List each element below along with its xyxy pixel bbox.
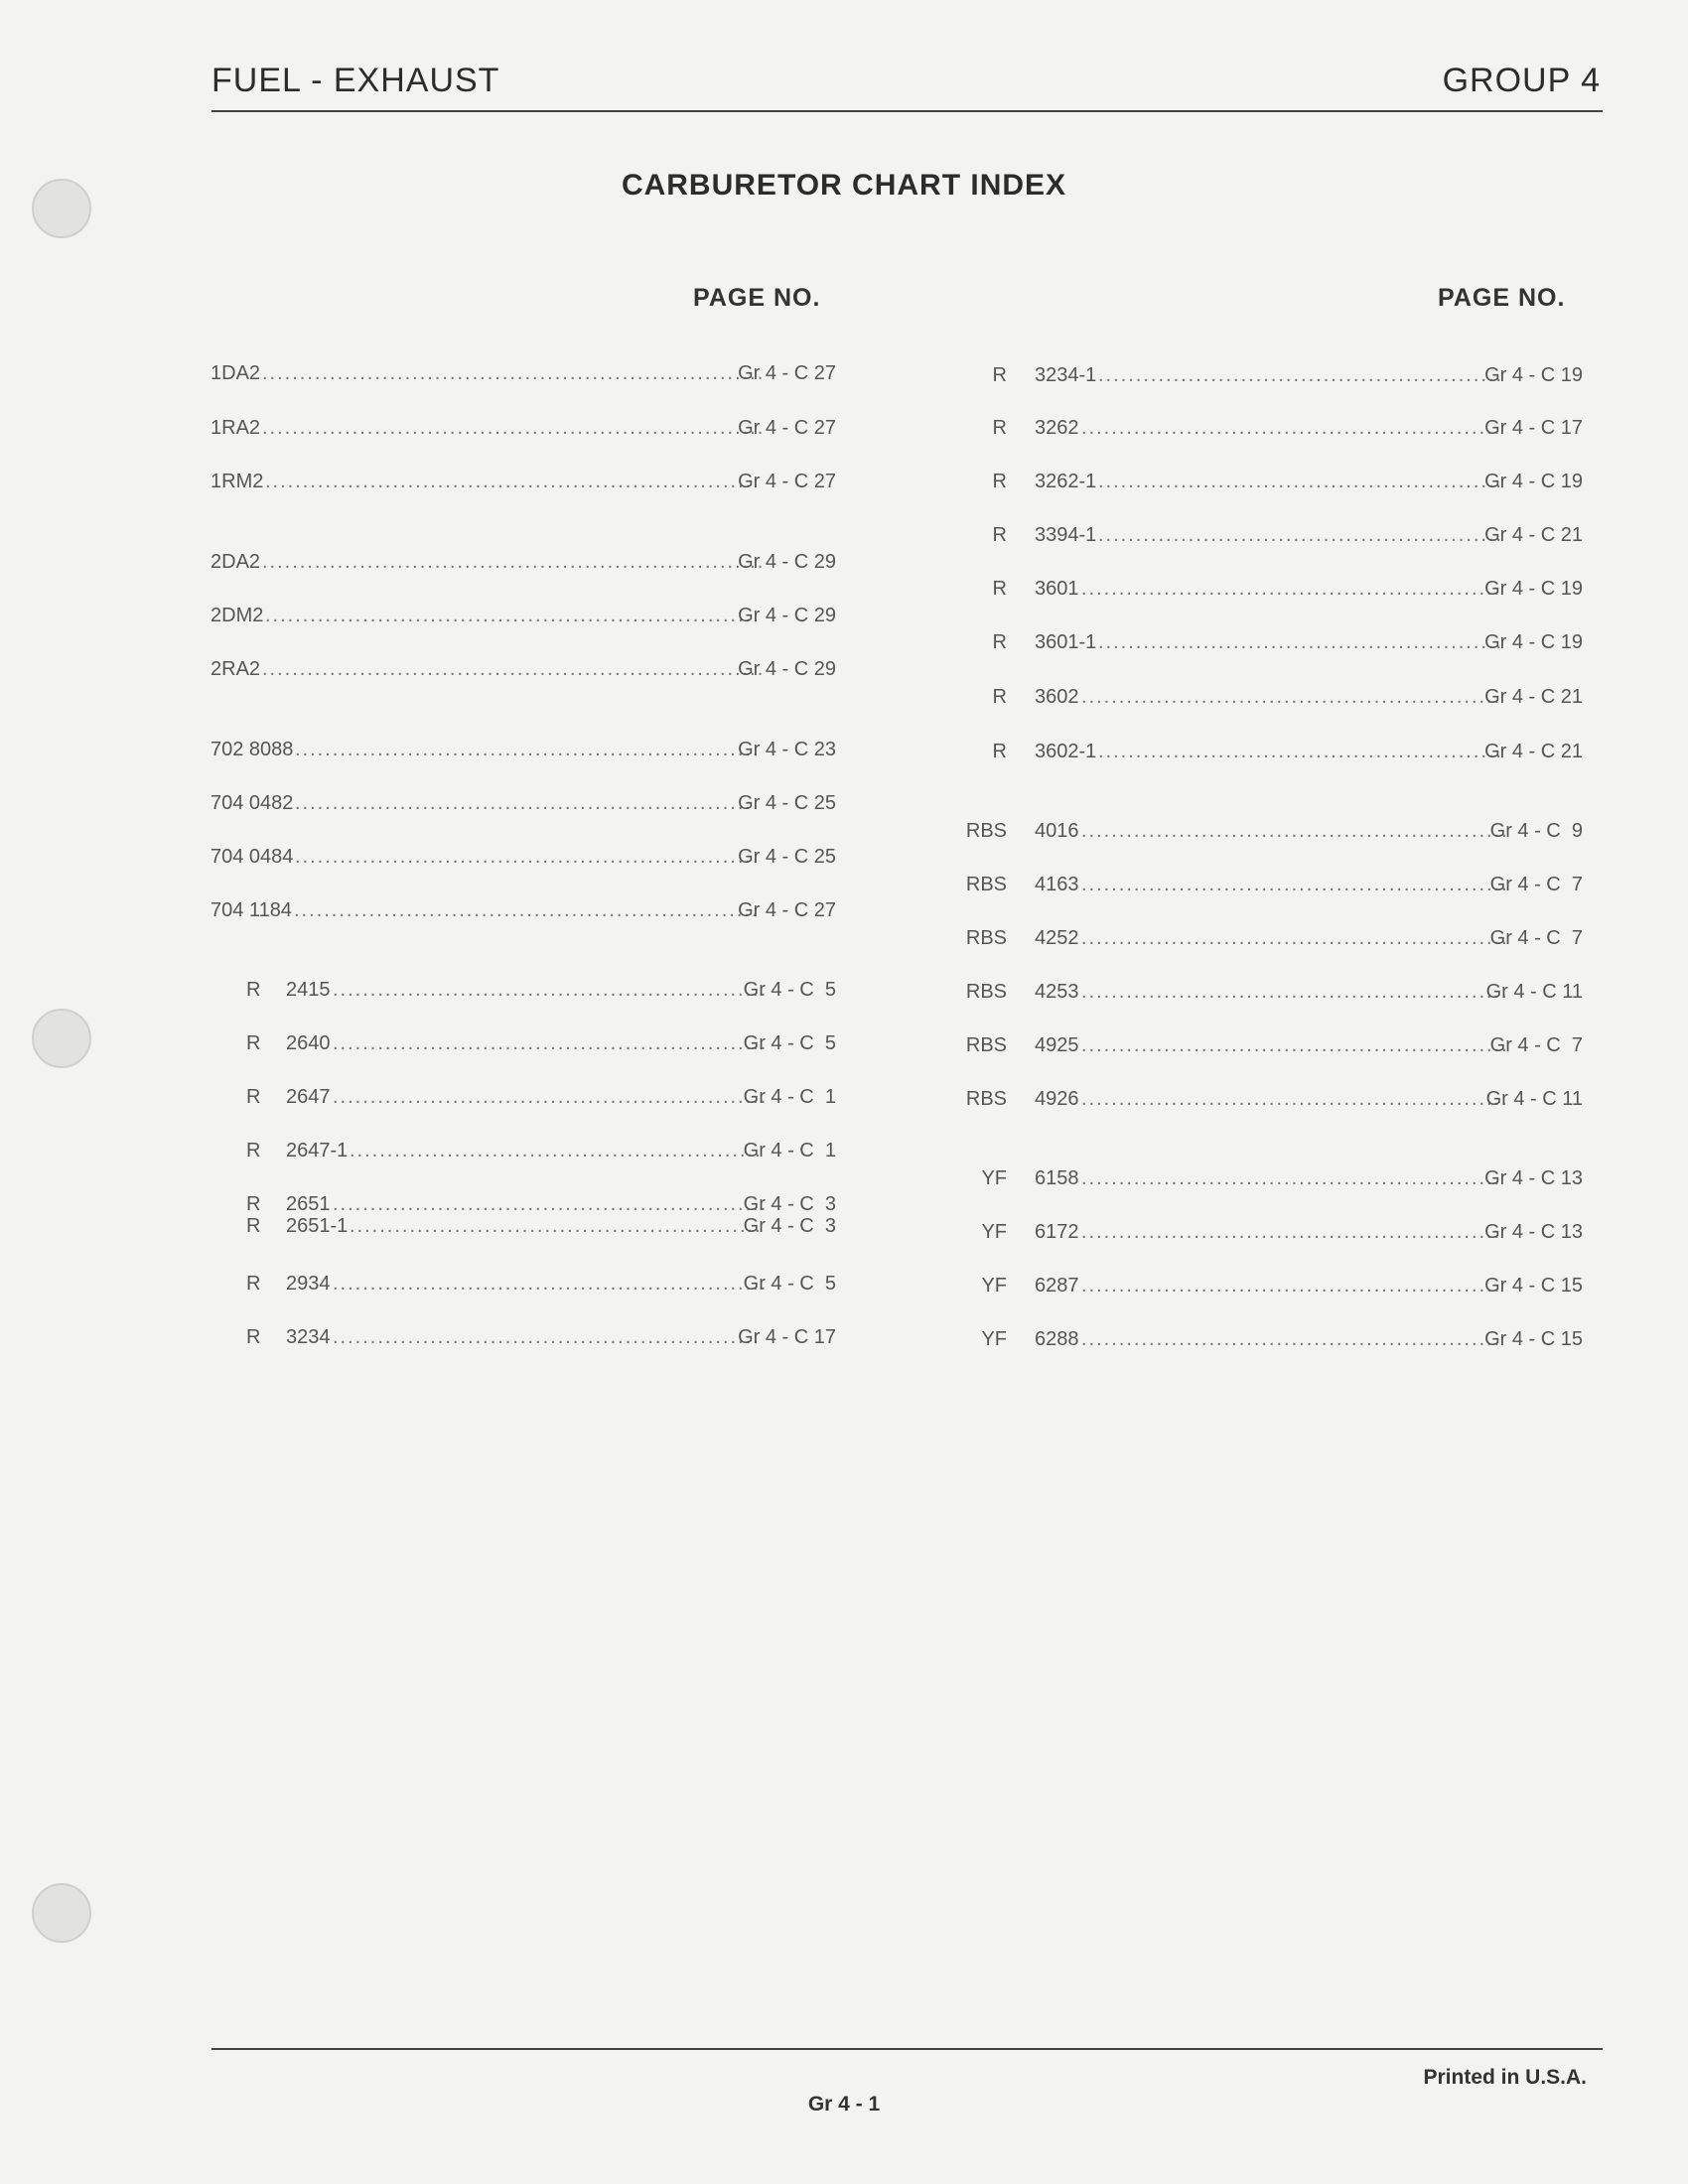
binder-hole-middle xyxy=(32,1009,91,1068)
dot-leader: ....................................................... xyxy=(350,1215,763,1237)
page-reference: Gr 4 - C 19 xyxy=(1484,578,1583,600)
carburetor-number: 4016 xyxy=(1035,820,1079,842)
dot-leader: ......................................................... xyxy=(1081,981,1509,1003)
dot-leader: .......................................................... xyxy=(333,1032,769,1054)
carburetor-number: 4252 xyxy=(1035,927,1079,949)
binder-hole-bottom xyxy=(32,1883,91,1943)
carburetor-number: 2RA2 xyxy=(211,658,261,680)
carburetor-prefix: RBS xyxy=(965,981,1007,1003)
carburetor-prefix: RBS xyxy=(965,1088,1007,1110)
dot-leader: ........................................................ xyxy=(1081,686,1502,708)
page-reference: Gr 4 - C 27 xyxy=(738,362,836,384)
printed-in-usa: Printed in U.S.A. xyxy=(1423,2066,1587,2089)
index-row xyxy=(211,1138,836,1163)
carburetor-prefix: R xyxy=(246,979,261,1001)
index-row xyxy=(211,549,836,575)
carburetor-prefix: R xyxy=(246,1140,261,1161)
index-row xyxy=(959,925,1583,951)
page-reference: Gr 4 - C 5 xyxy=(743,1032,836,1054)
page-title: CARBURETOR CHART INDEX xyxy=(621,169,1067,202)
carburetor-prefix: R xyxy=(246,1273,261,1295)
carburetor-number: 3234-1 xyxy=(1035,364,1097,386)
page-reference: Gr 4 - C 3 xyxy=(743,1193,836,1215)
dot-leader: ........................................................ xyxy=(1081,1275,1502,1297)
carburetor-prefix: R xyxy=(246,1086,261,1108)
carburetor-prefix: R xyxy=(992,686,1007,708)
page-reference: Gr 4 - C 15 xyxy=(1484,1328,1583,1350)
index-row xyxy=(959,629,1583,655)
dot-leader: .......................................................... xyxy=(333,1273,769,1295)
dot-leader: .................................................................. xyxy=(265,605,761,626)
carburetor-number: 1RM2 xyxy=(211,471,264,492)
page-reference: Gr 4 - C 7 xyxy=(1489,1034,1583,1056)
index-row xyxy=(211,469,836,494)
dot-leader: ...................................................... xyxy=(1098,364,1504,386)
header-divider xyxy=(211,110,1603,112)
page-reference: Gr 4 - C 5 xyxy=(743,1273,836,1295)
carburetor-number: 1RA2 xyxy=(211,417,261,439)
dot-leader: .......................................................... xyxy=(333,1086,769,1108)
carburetor-prefix: R xyxy=(992,364,1007,386)
page-reference: Gr 4 - C 7 xyxy=(1489,874,1583,895)
carburetor-number: 2651 xyxy=(286,1193,331,1215)
index-row xyxy=(959,1273,1583,1298)
carburetor-number: 4925 xyxy=(1035,1034,1079,1056)
carburetor-prefix: R xyxy=(992,524,1007,546)
carburetor-number: 2DA2 xyxy=(211,551,261,573)
dot-leader: ........................................................ xyxy=(1081,417,1502,439)
page-reference: Gr 4 - C 17 xyxy=(1484,417,1583,439)
page-reference: Gr 4 - C 11 xyxy=(1485,1088,1583,1110)
dot-leader: .......................................................... xyxy=(333,1193,769,1215)
dot-leader: .............................................................. xyxy=(295,846,761,868)
carburetor-prefix: R xyxy=(992,741,1007,762)
page-reference: Gr 4 - C 27 xyxy=(738,471,836,492)
dot-leader: ...................................................... xyxy=(1098,471,1504,492)
dot-leader: .................................................................. xyxy=(265,471,761,492)
carburetor-number: 702 8088 xyxy=(211,739,294,760)
index-row xyxy=(211,1213,836,1239)
carburetor-prefix: YF xyxy=(981,1275,1007,1297)
index-row xyxy=(211,897,836,923)
carburetor-prefix: RBS xyxy=(965,874,1007,895)
carburetor-number: 3602 xyxy=(1035,686,1079,708)
dot-leader: ........................................................ xyxy=(1081,1328,1502,1350)
carburetor-number: 2640 xyxy=(286,1032,331,1054)
index-row xyxy=(959,979,1583,1005)
page-reference: Gr 4 - C 23 xyxy=(738,739,836,760)
page-reference: Gr 4 - C 19 xyxy=(1484,471,1583,492)
page-reference: Gr 4 - C 21 xyxy=(1484,686,1583,708)
index-row xyxy=(959,469,1583,494)
page-reference: Gr 4 - C 9 xyxy=(1489,820,1583,842)
carburetor-number: 6288 xyxy=(1035,1328,1079,1350)
carburetor-number: 6172 xyxy=(1035,1221,1079,1243)
dot-leader: ......................................................... xyxy=(1081,820,1509,842)
index-row xyxy=(959,872,1583,897)
dot-leader: ...................................................... xyxy=(1098,524,1504,546)
page-reference: Gr 4 - C 11 xyxy=(1485,981,1583,1003)
carburetor-number: 3262 xyxy=(1035,417,1079,439)
dot-leader: .............................................................. xyxy=(295,739,761,760)
index-row xyxy=(959,522,1583,548)
dot-leader: ...................................................... xyxy=(1098,631,1504,653)
index-row xyxy=(211,415,836,441)
carburetor-number: 3234 xyxy=(286,1326,331,1348)
carburetor-number: 2DM2 xyxy=(211,605,264,626)
dot-leader: ......................................................... xyxy=(1081,927,1509,949)
page-reference: Gr 4 - C 3 xyxy=(743,1215,836,1237)
carburetor-number: 704 0482 xyxy=(211,792,294,814)
index-row xyxy=(211,360,836,386)
carburetor-number: 704 0484 xyxy=(211,846,294,868)
index-row xyxy=(211,790,836,816)
section-header: FUEL - EXHAUST xyxy=(211,62,500,99)
index-row xyxy=(211,656,836,682)
page-reference: Gr 4 - C 19 xyxy=(1484,631,1583,653)
page-reference: Gr 4 - C 29 xyxy=(738,658,836,680)
index-row xyxy=(211,603,836,628)
carburetor-number: 2415 xyxy=(286,979,331,1001)
dot-leader: .............................................................. xyxy=(295,792,761,814)
index-row xyxy=(959,576,1583,602)
carburetor-prefix: RBS xyxy=(965,1034,1007,1056)
dot-leader: ........................................................ xyxy=(1081,1167,1502,1189)
dot-leader: ........................................................ xyxy=(1081,578,1502,600)
carburetor-prefix: YF xyxy=(981,1221,1007,1243)
dot-leader: ........................................................ xyxy=(1081,1221,1502,1243)
footer-divider xyxy=(211,2048,1603,2050)
carburetor-prefix: YF xyxy=(981,1167,1007,1189)
page-reference: Gr 4 - C 7 xyxy=(1489,927,1583,949)
dot-leader: .......................................................... xyxy=(333,979,769,1001)
left-page-no-heading: PAGE NO. xyxy=(693,284,821,312)
carburetor-number: 3601 xyxy=(1035,578,1079,600)
carburetor-number: 4163 xyxy=(1035,874,1079,895)
carburetor-prefix: R xyxy=(246,1326,261,1348)
carburetor-number: 3601-1 xyxy=(1035,631,1097,653)
carburetor-number: 6287 xyxy=(1035,1275,1079,1297)
index-row xyxy=(959,362,1583,388)
page-reference: Gr 4 - C 27 xyxy=(738,899,836,921)
page-reference: Gr 4 - C 21 xyxy=(1484,741,1583,762)
page-reference: Gr 4 - C 1 xyxy=(743,1086,836,1108)
page-reference: Gr 4 - C 1 xyxy=(743,1140,836,1161)
index-row xyxy=(959,684,1583,710)
carburetor-prefix: R xyxy=(246,1032,261,1054)
index-row xyxy=(211,1030,836,1056)
index-row xyxy=(959,739,1583,764)
page-reference: Gr 4 - C 21 xyxy=(1484,524,1583,546)
carburetor-number: 2647-1 xyxy=(286,1140,349,1161)
dot-leader: ................................................................... xyxy=(262,551,766,573)
page-reference: Gr 4 - C 13 xyxy=(1484,1221,1583,1243)
carburetor-prefix: RBS xyxy=(965,820,1007,842)
dot-leader: ................................................................... xyxy=(262,417,766,439)
carburetor-prefix: R xyxy=(992,631,1007,653)
carburetor-number: 2651-1 xyxy=(286,1215,349,1237)
page-reference: Gr 4 - C 25 xyxy=(738,846,836,868)
dot-leader: ......................................................... xyxy=(1081,1088,1509,1110)
group-header: GROUP 4 xyxy=(1442,62,1601,99)
carburetor-number: 4926 xyxy=(1035,1088,1079,1110)
index-row xyxy=(211,977,836,1003)
carburetor-number: 1DA2 xyxy=(211,362,261,384)
carburetor-number: 2647 xyxy=(286,1086,331,1108)
index-row xyxy=(959,1326,1583,1352)
right-page-no-heading: PAGE NO. xyxy=(1438,284,1566,312)
page-reference: Gr 4 - C 5 xyxy=(743,979,836,1001)
index-row xyxy=(959,818,1583,844)
dot-leader: .............................................................. xyxy=(294,899,760,921)
dot-leader: ................................................................... xyxy=(262,658,766,680)
index-row xyxy=(959,1165,1583,1191)
carburetor-number: 3262-1 xyxy=(1035,471,1097,492)
page-reference: Gr 4 - C 13 xyxy=(1484,1167,1583,1189)
carburetor-prefix: RBS xyxy=(965,927,1007,949)
dot-leader: ......................................................... xyxy=(333,1326,761,1348)
dot-leader: ......................................................... xyxy=(1081,874,1509,895)
dot-leader: ....................................................... xyxy=(350,1140,763,1161)
carburetor-prefix: R xyxy=(992,471,1007,492)
index-row xyxy=(211,1084,836,1110)
carburetor-prefix: R xyxy=(246,1215,261,1237)
index-row xyxy=(959,1219,1583,1245)
index-row xyxy=(959,1086,1583,1112)
page-reference: Gr 4 - C 29 xyxy=(738,551,836,573)
carburetor-number: 2934 xyxy=(286,1273,331,1295)
page-number: Gr 4 - 1 xyxy=(807,2093,881,2116)
carburetor-prefix: R xyxy=(246,1193,261,1215)
page-reference: Gr 4 - C 25 xyxy=(738,792,836,814)
index-row xyxy=(211,844,836,870)
page-reference: Gr 4 - C 29 xyxy=(738,605,836,626)
carburetor-number: 6158 xyxy=(1035,1167,1079,1189)
index-row xyxy=(959,415,1583,441)
index-row xyxy=(211,1271,836,1297)
dot-leader: ................................................................... xyxy=(262,362,766,384)
index-row xyxy=(211,737,836,762)
carburetor-prefix: R xyxy=(992,578,1007,600)
page-reference: Gr 4 - C 17 xyxy=(738,1326,836,1348)
carburetor-prefix: YF xyxy=(981,1328,1007,1350)
page-reference: Gr 4 - C 19 xyxy=(1484,364,1583,386)
carburetor-number: 704 1184 xyxy=(211,899,292,921)
dot-leader: ...................................................... xyxy=(1098,741,1504,762)
carburetor-number: 4253 xyxy=(1035,981,1079,1003)
page-reference: Gr 4 - C 15 xyxy=(1484,1275,1583,1297)
page-reference: Gr 4 - C 27 xyxy=(738,417,836,439)
carburetor-prefix: R xyxy=(992,417,1007,439)
index-row xyxy=(959,1032,1583,1058)
dot-leader: ......................................................... xyxy=(1081,1034,1509,1056)
carburetor-number: 3394-1 xyxy=(1035,524,1097,546)
index-row xyxy=(211,1324,836,1350)
carburetor-number: 3602-1 xyxy=(1035,741,1097,762)
